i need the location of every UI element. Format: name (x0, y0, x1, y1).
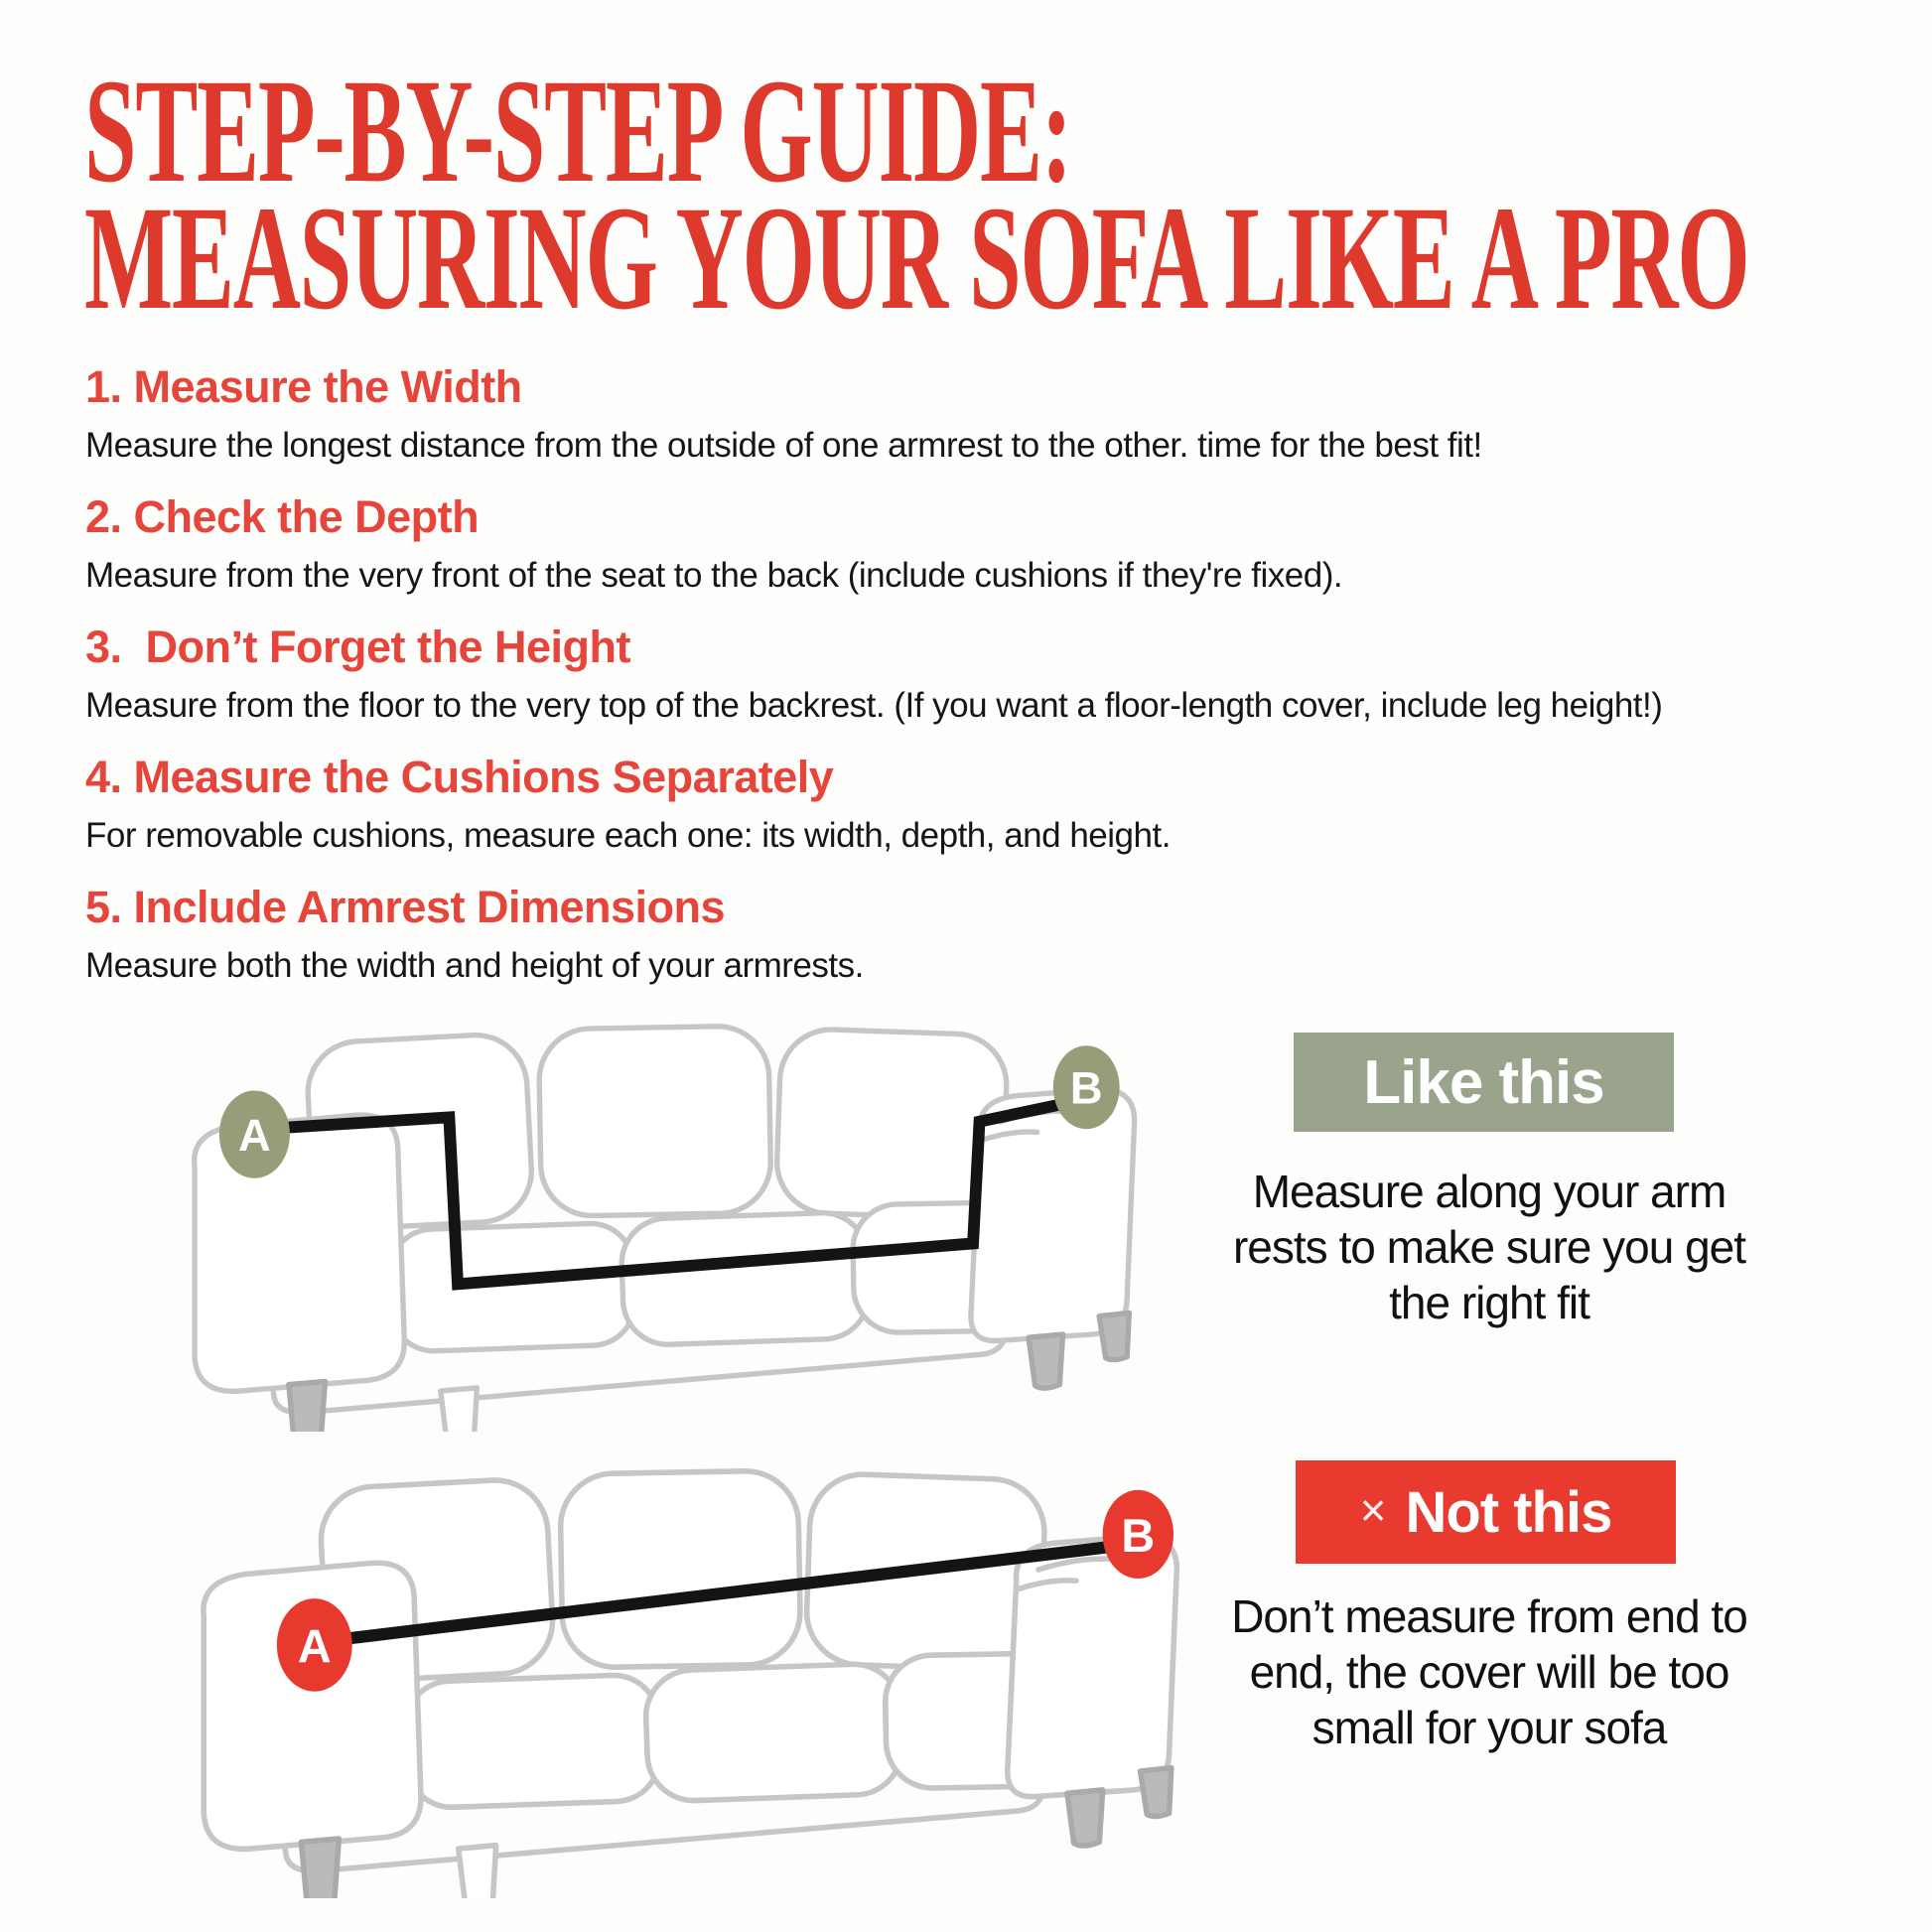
step-1-heading: 1. Measure the Width (85, 361, 522, 412)
step-2-heading: 2. Check the Depth (85, 491, 480, 542)
step-5-heading: 5. Include Armrest Dimensions (85, 882, 726, 932)
step-5 (85, 884, 1912, 986)
not-this-text: Don’t measure from end to end, the cover will be too small for your sofa (1231, 1590, 1747, 1753)
correct-sofa-diagram (111, 1015, 1193, 1432)
marker-b-label: B (1121, 1510, 1156, 1563)
marker-b-wrong (1103, 1490, 1173, 1579)
wrong-sofa-illustration (124, 1451, 1231, 1898)
not-this-badge (1296, 1460, 1676, 1564)
marker-a-label: A (297, 1620, 332, 1673)
marker-a-correct (219, 1090, 290, 1177)
page-title (84, 49, 1932, 341)
step-2-body: Measure from the very front of the seat to the back (include cushions if they're fixed). (85, 556, 1343, 595)
like-this-text: Measure along your arm rests to make sure you get the right fit (1232, 1166, 1746, 1328)
marker-a-wrong (277, 1598, 352, 1692)
step-3 (85, 623, 1912, 726)
step-3-body: Measure from the floor to the very top of the backrest. (If you want a floor-length cover, include leg height!) (85, 686, 1663, 725)
step-4 (85, 754, 1912, 856)
page-title-line-1: STEP-BY-STEP GUIDE: (84, 49, 1071, 213)
step-1 (85, 363, 1912, 466)
like-this-label: Like this (1363, 1047, 1604, 1117)
step-1-body: Measure the longest distance from the outside of one armrest to the other. time for the best fit! (85, 426, 1482, 465)
step-5-body: Measure both the width and height of your armrests. (85, 946, 864, 985)
correct-sofa-illustration (111, 1015, 1193, 1432)
step-2 (85, 493, 1912, 596)
step-3-heading: 3. Don’t Forget the Height (85, 621, 630, 672)
like-this-badge (1294, 1033, 1674, 1132)
steps-list (85, 363, 1912, 1014)
x-icon: × (1359, 1484, 1386, 1536)
marker-a-label: A (238, 1109, 271, 1161)
marker-b-label: B (1069, 1062, 1103, 1114)
step-4-heading: 4. Measure the Cushions Separately (85, 752, 834, 802)
wrong-sofa-diagram (124, 1451, 1231, 1898)
not-this-label: Not this (1405, 1479, 1612, 1545)
marker-b-correct (1053, 1045, 1120, 1129)
step-4-body: For removable cushions, measure each one: its width, depth, and height. (85, 816, 1171, 855)
page-title-line-2: MEASURING YOUR SOFA LIKE A PRO (84, 176, 1749, 341)
